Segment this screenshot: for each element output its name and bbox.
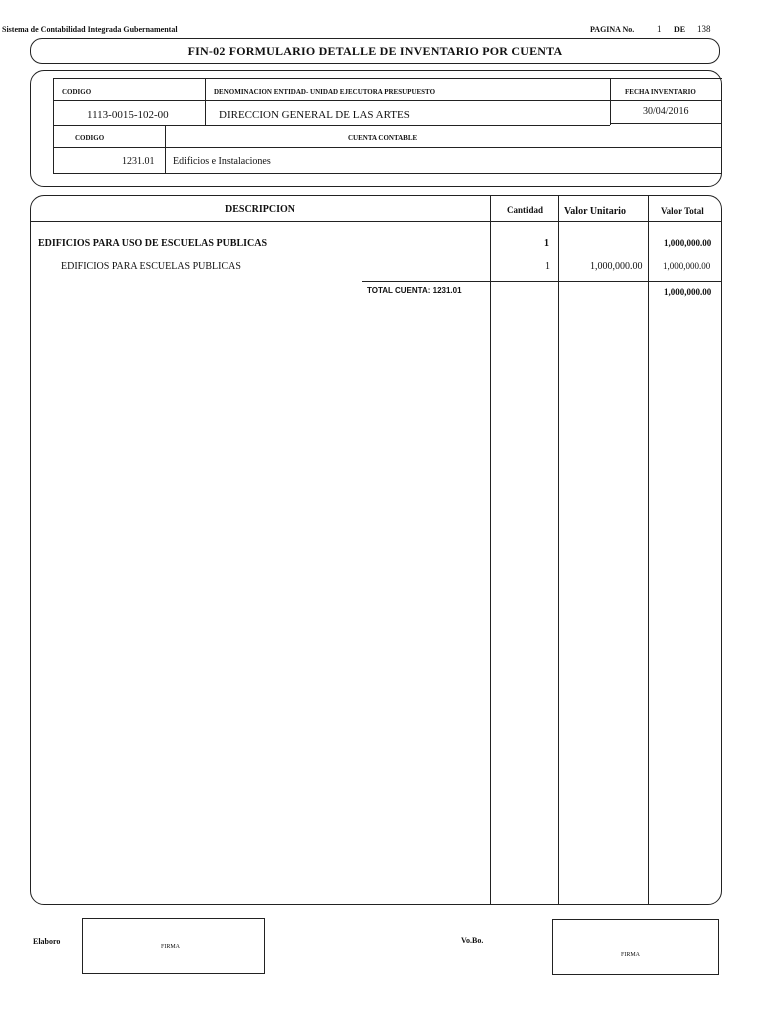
col-header-valor-total: Valor Total [661, 206, 704, 216]
col-header-cantidad: Cantidad [507, 205, 544, 215]
page-of-label: DE [674, 25, 686, 34]
form-title: FIN-02 FORMULARIO DETALLE DE INVENTARIO POR CUENTA [30, 38, 720, 64]
col-header-descripcion: DESCRIPCION [225, 204, 296, 215]
account-header-divider [53, 147, 722, 148]
account-col-divider [165, 125, 166, 173]
col-divider-valor-total [648, 195, 649, 905]
table-header-divider [30, 221, 722, 222]
total-row-top-border [362, 281, 722, 282]
item-description: EDIFICIOS PARA ESCUELAS PUBLICAS [61, 261, 241, 272]
system-name: Sistema de Contabilidad Integrada Gubernamental [2, 25, 178, 34]
page-number: 1 [657, 24, 662, 34]
item-unit-value: 1,000,000.00 [590, 261, 643, 272]
page-label: PAGINA No. [590, 25, 635, 34]
account-total-value: 1,000,000.00 [664, 287, 712, 297]
item-quantity: 1 [545, 261, 550, 272]
elaboro-label: Elaboro [33, 937, 61, 946]
account-row-bottom-border [53, 173, 722, 174]
account-total-label: TOTAL CUENTA: 1231.01 [367, 286, 462, 295]
account-code-value: 1231.01 [122, 156, 155, 167]
entity-header-divider [53, 100, 722, 101]
group-quantity: 1 [544, 238, 549, 249]
elaboro-signature-label: FIRMA [161, 944, 181, 950]
vobo-signature-label: FIRMA [621, 952, 641, 958]
entity-code-label: CODIGO [62, 88, 92, 96]
inventory-date-label: FECHA INVENTARIO [625, 88, 696, 96]
fecha-row-bottom-border [610, 123, 722, 124]
group-total-value: 1,000,000.00 [664, 238, 712, 248]
account-name-value: Edificios e Instalaciones [173, 156, 271, 167]
inventory-date-value: 30/04/2016 [643, 106, 689, 117]
entity-row-bottom-border [53, 125, 610, 126]
col-divider-valor-unitario [558, 195, 559, 905]
entity-col-divider-2 [610, 78, 611, 125]
account-name-label: CUENTA CONTABLE [348, 134, 418, 142]
entity-col-divider-1 [205, 78, 206, 125]
detail-table-frame [30, 195, 722, 905]
entity-name-label: DENOMINACION ENTIDAD- UNIDAD EJECUTORA PRESUPUESTO [214, 88, 436, 96]
col-header-valor-unitario: Valor Unitario [564, 206, 626, 217]
entity-box-left-border [53, 78, 54, 174]
account-code-label: CODIGO [75, 134, 105, 142]
elaboro-signature-box [82, 918, 265, 974]
vobo-signature-box [552, 919, 719, 975]
group-description: EDIFICIOS PARA USO DE ESCUELAS PUBLICAS [38, 238, 268, 249]
item-total-value: 1,000,000.00 [663, 261, 711, 271]
page-total: 138 [697, 24, 711, 34]
entity-code-value: 1113-0015-102-00 [87, 109, 169, 121]
entity-box-top-border [53, 78, 722, 79]
vobo-label: Vo.Bo. [461, 936, 484, 945]
col-divider-cantidad [490, 195, 491, 905]
entity-name-value: DIRECCION GENERAL DE LAS ARTES [219, 109, 410, 121]
